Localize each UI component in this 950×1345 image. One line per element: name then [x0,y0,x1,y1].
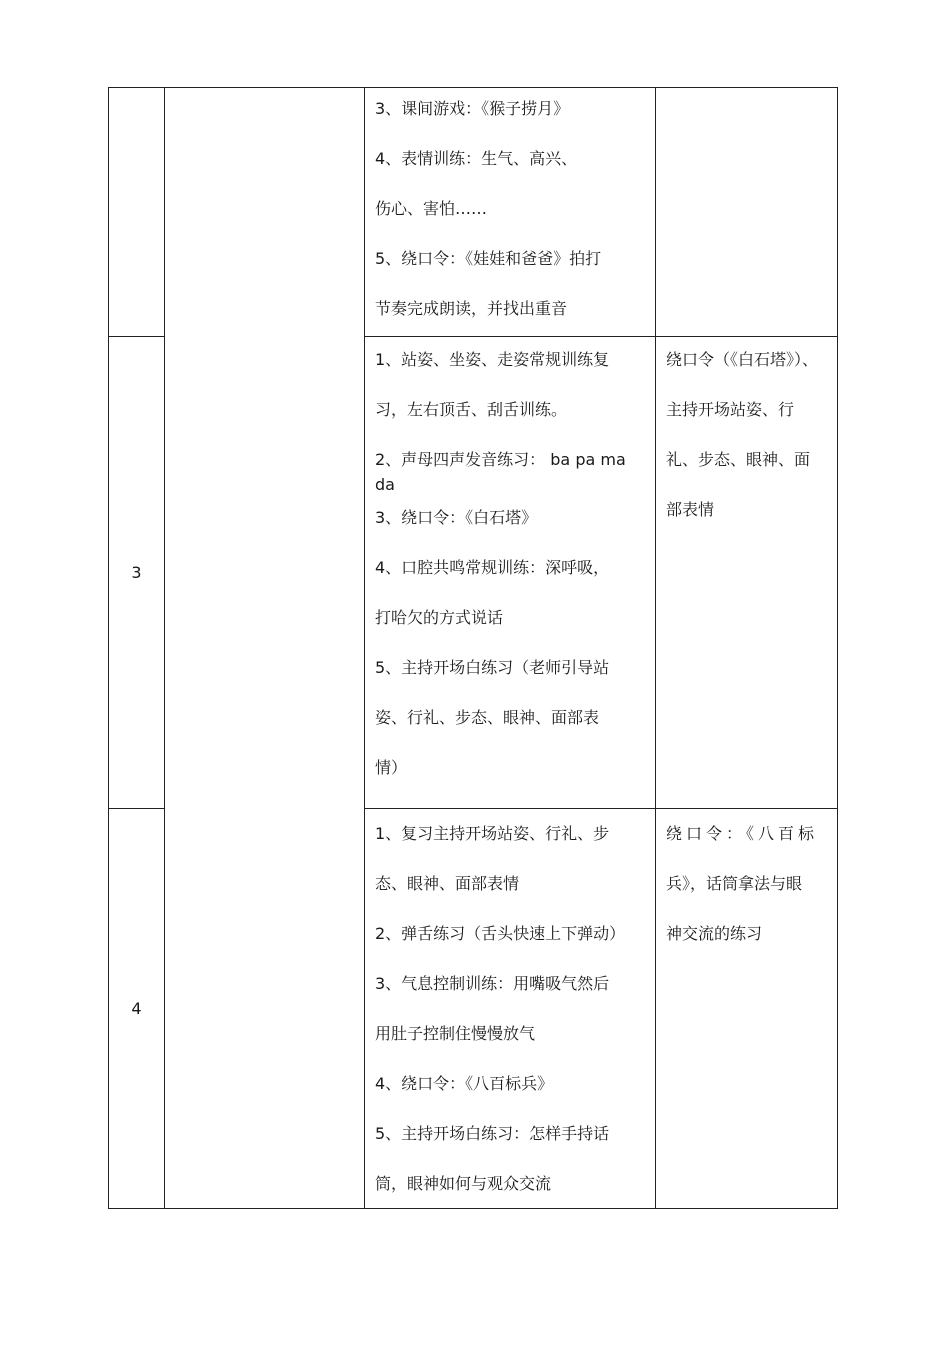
session-number-cell [109,88,165,337]
content-line: 5、主持开场白练习（老师引导站 [375,658,610,677]
content-line: 5、主持开场白练习：怎样手持话 [375,1124,610,1143]
content-line: 3、绕口令：《白石塔》 [375,508,538,527]
merged-blank-cell [165,88,365,1209]
homework-line: 绕口令：《八百标 [666,824,819,843]
content-line: 筒，眼神如何与观众交流 [375,1174,552,1193]
content-cell [365,88,656,337]
content-line: 4、口腔共鸣常规训练：深呼吸， [375,558,610,577]
homework-line: 神交流的练习 [666,924,763,943]
session-number: 4 [131,999,142,1018]
homework-cell [656,88,838,337]
content-line: 打哈欠的方式说话 [375,608,504,627]
content-line: 用肚子控制住慢慢放气 [375,1024,536,1043]
content-line: 4、绕口令：《八百标兵》 [375,1074,554,1093]
homework-cell [656,809,838,1209]
session-number-cell [109,809,165,1209]
session-number-cell [109,337,165,809]
homework-line: 部表情 [666,500,715,519]
content-line: 1、复习主持开场站姿、行礼、步 [375,824,610,843]
content-cell [365,809,656,1209]
content-line: 3、课间游戏：《猴子捞月》 [375,99,570,118]
lesson-plan-table [108,87,838,1209]
content-line: 节奏完成朗读，并找出重音 [375,299,568,318]
content-line: 5、绕口令：《娃娃和爸爸》拍打 [375,249,602,268]
content-line: 2、弹舌练习（舌头快速上下弹动） [375,924,626,943]
content-line: 4、表情训练：生气、高兴、 [375,149,578,168]
homework-line: 主持开场站姿、行 [666,400,795,419]
content-line: 1、站姿、坐姿、走姿常规训练复 [375,350,610,369]
homework-line: 绕口令（《白石塔》）、 [666,350,819,369]
content-line: 姿、行礼、步态、眼神、面部表 [375,708,600,727]
content-line: 情） [375,758,408,777]
content-line: da [375,475,395,494]
content-line: 2、声母四声发音练习： ba pa ma [375,450,626,469]
homework-cell [656,337,838,809]
session-number: 3 [131,563,142,582]
content-line: 伤心、害怕…… [375,199,488,218]
content-cell [365,337,656,809]
content-line: 态、眼神、面部表情 [375,874,520,893]
homework-line: 礼、步态、眼神、面 [666,450,811,469]
content-line: 习，左右顶舌、刮舌训练。 [375,400,568,419]
homework-line: 兵》，话筒拿法与眼 [666,874,803,893]
table-row [109,88,838,337]
content-line: 3、气息控制训练：用嘴吸气然后 [375,974,610,993]
